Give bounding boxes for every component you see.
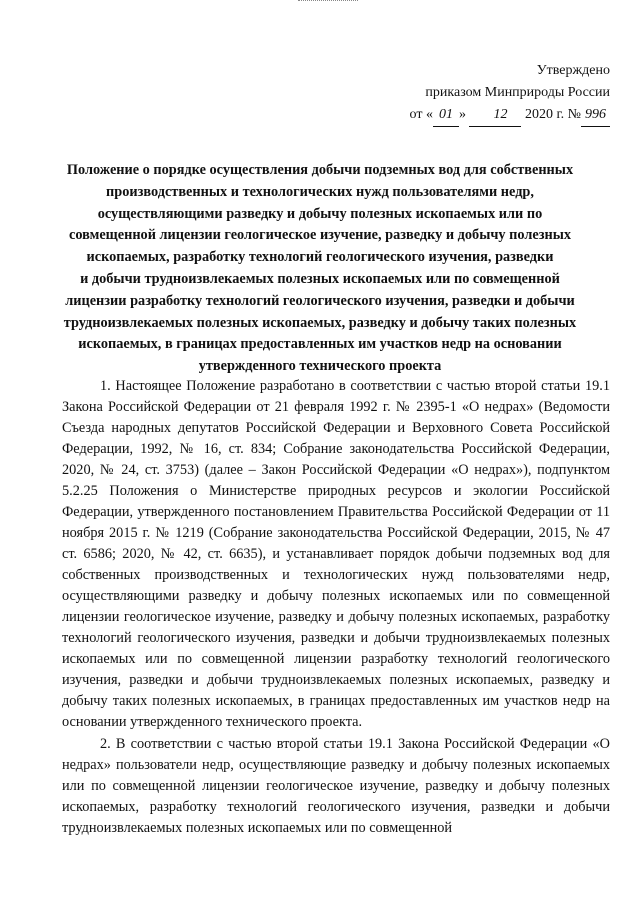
date-mid: » [458,107,466,122]
title-line: осуществляющими разведку и добычу полезных ископаемых или по [97,205,543,222]
document-body [62,376,610,839]
paragraph-1: 1. Настоящее Положение разработано в соответствии с частью второй статьи 19.1 Закона Российской Федерации от 21 февраля 1992 г. № 2395-1 «О недрах» (Ведомости Съезда народных депутатов Российской Федерации и Верховного Совета Российской Федерации, 1992, № 16, ст. 834; Собрание законодательства Российской Федерации, 2020, № 24, ст. 3753) (далее – Закон Российской Федерации «О недрах»), подпунктом 5.2.25 Положения о Министерстве природных ресурсов и экологии Российской Федерации, утвержденного постановлением Правительства Российской Федерации от 11 ноября 2015 г. № 1219 (Собрание законодательства Российской Федерации, 2015, № 47 ст. 6586; 2020, № 42, ст. 6635), и устанавливает порядок добычи подземных вод для собственных производственных и технологических нужд пользователями недр, осуществляющими разведку и добычу полезных ископаемых или по совмещенной лицензии геологическое изучение, разведку и добычу полезных ископаемых, разработку технологий геологического изучения, разведки и добычи трудноизвлекаемых полезных ископаемых или по совмещенной лицензии разработку технологий геологического изучения, разведки и добычи трудноизвлекаемых полезных ископаемых, разведку и добычу таких полезных ископаемых, в границах предоставленных им участков недр на основании утвержденного технического проекта. [62,378,610,730]
handwritten-order-number: 996 [581,104,610,127]
title-line: трудноизвлекаемых полезных ископаемых, разведку и добычу таких полезных [63,314,577,331]
handwritten-month: 12 [469,104,521,127]
date-prefix: от « [409,107,433,122]
title-line: ископаемых, в границах предоставленных им участков недр на основании [78,336,562,353]
title-line: производственных и технологических нужд пользователями недр, [106,183,534,200]
approval-block [410,60,610,127]
year-and-number-label: 2020 г. № [524,107,581,122]
handwritten-day: 01 [433,104,459,127]
title-line: Положение о порядке осуществления добычи подземных вод для собственных [66,162,574,178]
title-line: и добычи трудноизвлекаемых полезных ископаемых или по совмещенной [80,270,560,287]
approval-line-2: приказом Минприроды России [425,85,610,100]
document-title [45,160,595,378]
approval-date-line [410,104,610,127]
title-line: совмещенной лицензии геологическое изучение, разведку и добычу полезных [68,227,572,244]
approval-line-1: Утверждено [536,63,610,78]
title-line: лицензии разработку технологий геологического изучения, разведки и добычи [65,292,575,309]
title-line: ископаемых, разработку технологий геологического изучения, разведки [86,249,554,266]
paragraph-2: 2. В соответствии с частью второй статьи 19.1 Закона Российской Федерации «О недрах» пользователи недр, осуществляющие разведку и добычу полезных ископаемых или по совмещенной лицензии геологическое изучение, разведку и добычу полезных ископаемых, разработку технологий геологического изучения, разведки и добычи трудноизвлекаемых полезных ископаемых или по совмещенной [62,736,610,836]
scan-artifact [298,0,358,4]
title-line: утвержденного технического проекта [198,358,442,375]
